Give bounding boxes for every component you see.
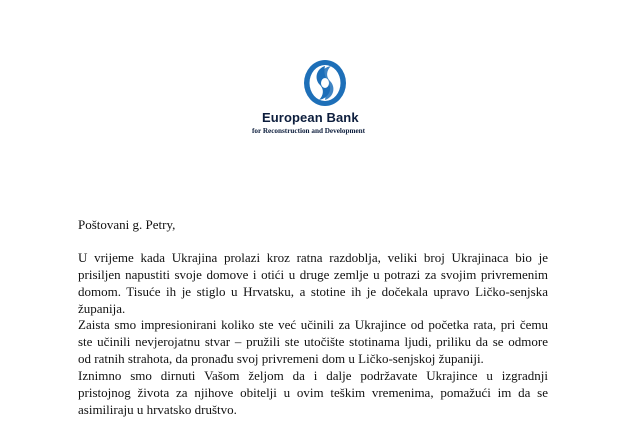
text-line: županija. — [78, 301, 126, 316]
paragraph — [78, 316, 548, 367]
text-line: prisiljen napustiti svoje domove i otići u druge zemlje u potrazi za svojim privremenim — [78, 267, 548, 282]
text-line: asimiliraju u hrvatsko društvo. — [78, 402, 237, 417]
paragraph — [78, 367, 548, 418]
bank-subtitle: for Reconstruction and Development — [252, 127, 366, 135]
bank-name: European Bank — [262, 110, 359, 125]
paragraph — [78, 249, 548, 317]
text-line: od ratnih strahota, da pronađu svoj privremeni dom u Ličko-senjskoj županiji. — [78, 351, 484, 366]
salutation: Poštovani g. Petry, — [78, 217, 176, 232]
text-line: pristojnog života za njihove obitelji u ovim teškim vremenima, pomažući im da se — [78, 385, 548, 400]
text-line: Zaista smo impresionirani koliko ste već učinili za Ukrajince od početka rata, pri čemu — [78, 317, 548, 332]
text-line: ste učinili nevjerojatnu stvar – pružili ste utočište stotinama ljudi, priliku da se odmore — [78, 334, 548, 349]
text-line: domom. Tisuće ih je stiglo u Hrvatsku, a stotine ih je dočekala upravo Ličko-senjska — [78, 284, 548, 299]
text-line: Iznimno smo dirnuti Vašom željom da i dalje podržavate Ukrajince u izgradnji — [78, 368, 548, 383]
text-line: U vrijeme kada Ukrajina prolazi kroz ratna razdoblja, veliki broj Ukrajinaca bio je — [78, 250, 548, 265]
ebrd-logo-icon — [300, 57, 350, 109]
